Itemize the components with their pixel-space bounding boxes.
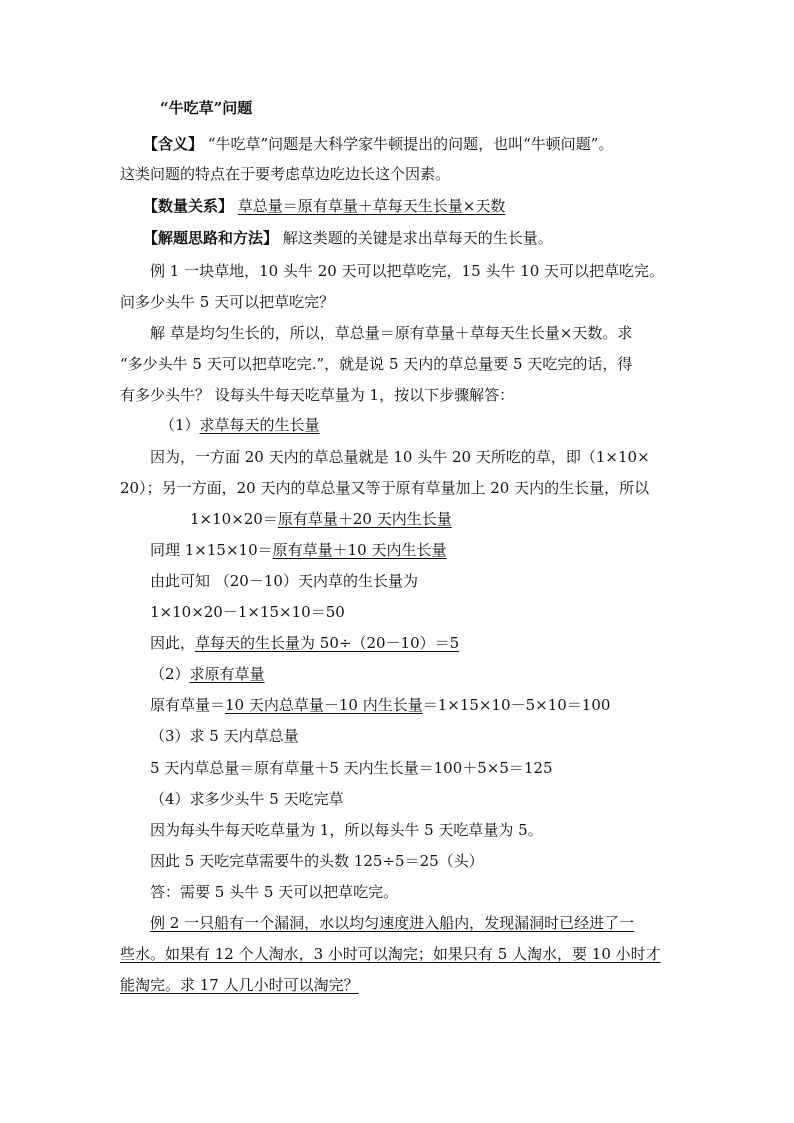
paragraph-1b: 20）；另一方面，20 天内的草总量又等于原有草量加上 20 天内的生长量，所以 <box>120 479 650 497</box>
example1-solution-1: 解 草是均匀生长的，所以，草总量＝原有草量＋草每天生长量×天数。求 <box>150 324 633 342</box>
method-text: 解这类题的关键是求出草每天的生长量。 <box>282 229 553 247</box>
step2-heading <box>150 664 265 684</box>
equation-4-right: 草每天的生长量为 50÷（20－10）＝5 <box>195 634 460 652</box>
definition-line-2: 这类问题的特点在于要考虑草边吃边长这个因素。 <box>120 165 451 183</box>
example2-line-3: 能淘完。求 17 人几小时可以淘完？ <box>120 976 359 994</box>
method-line <box>143 228 553 248</box>
quantity-label: 【数量关系】 <box>143 197 234 215</box>
example2-line-2: 些水。如果有 12 个人淘水，3 小时可以淘完；如果只有 5 人淘水，要 10 小时才 <box>120 945 661 963</box>
equation-4-left: 因此， <box>150 634 196 652</box>
equation-3: 1×10×20－1×15×10＝50 <box>150 603 345 621</box>
quantity-formula: 草总量＝原有草量＋草每天生长量×天数 <box>237 197 506 215</box>
equation-2-right: 原有草量＋10 天内生长量 <box>272 541 447 559</box>
step4-heading: （4）求多少头牛 5 天吃完草 <box>150 790 344 808</box>
equation-5-right: ＝1×15×10－5×10＝100 <box>422 696 611 714</box>
equation-1-left: 1×10×20＝ <box>190 510 278 528</box>
equation-2-left: 同理 1×15×10＝ <box>150 541 273 559</box>
equation-1 <box>190 509 452 529</box>
page-title: “牛吃草”问题 <box>160 99 253 117</box>
answer: 答：需要 5 头牛 5 天可以把草吃完。 <box>150 883 399 901</box>
example1-question-1: 例 1 一块草地，10 头牛 20 天可以把草吃完，15 头牛 10 天可以把草吃完。 <box>150 262 665 280</box>
equation-5-mid: 10 天内总草量－10 内生长量 <box>225 696 423 714</box>
step2-label: （2） <box>150 665 190 683</box>
paragraph-4: 因此 5 天吃完草需要牛的头数 125÷5＝25（头） <box>150 852 484 870</box>
example2-line-1: 例 2 一只船有一个漏洞，水以均匀速度进入船内，发现漏洞时已经进了一 <box>150 914 635 932</box>
step1-label: （1） <box>160 416 200 434</box>
equation-5-left: 原有草量＝ <box>150 696 226 714</box>
paragraph-3: 因为每头牛每天吃草量为 1，所以每头牛 5 天吃草量为 5。 <box>150 821 543 839</box>
paragraph-2: 由此可知 （20－10）天内草的生长量为 <box>150 572 418 590</box>
step1-text: 求草每天的生长量 <box>199 416 320 434</box>
equation-4 <box>150 633 459 653</box>
definition-label: 【含义】 <box>143 135 204 153</box>
example1-question-2: 问多少头牛 5 天可以把草吃完？ <box>120 293 335 311</box>
method-label: 【解题思路和方法】 <box>143 229 279 247</box>
step1-heading <box>160 415 320 435</box>
equation-5 <box>150 695 610 715</box>
step2-text: 求原有草量 <box>189 665 265 683</box>
quantity-line <box>143 196 505 216</box>
equation-2 <box>150 540 446 560</box>
example1-solution-2: “多少头牛 5 天可以把草吃完.”，就是说 5 天内的草总量要 5 天吃完的话，得 <box>120 355 633 373</box>
definition-text: “牛吃草”问题是大科学家牛顿提出的问题，也叫“牛顿问题”。 <box>207 135 614 153</box>
step3-heading: （3）求 5 天内草总量 <box>150 727 299 745</box>
equation-6: 5 天内草总量＝原有草量＋5 天内生长量＝100＋5×5＝125 <box>150 759 553 777</box>
equation-1-right: 原有草量＋20 天内生长量 <box>277 510 452 528</box>
example1-solution-3: 有多少头牛？ 设每头牛每天吃草量为 1，按以下步骤解答： <box>120 386 515 404</box>
definition-line-1 <box>143 134 613 154</box>
paragraph-1a: 因为，一方面 20 天内的草总量就是 10 头牛 20 天所吃的草，即（1×10× <box>150 448 650 466</box>
